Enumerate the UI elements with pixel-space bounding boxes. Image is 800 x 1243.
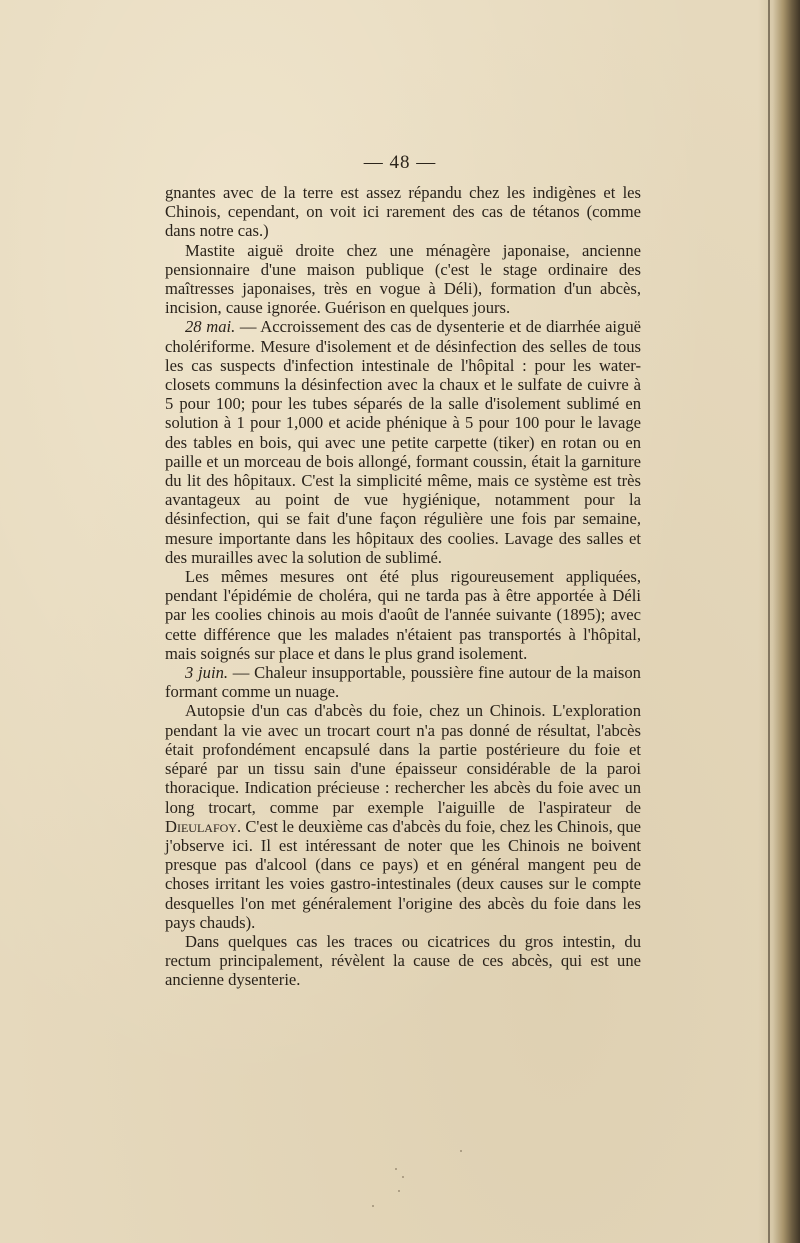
paragraph-6 xyxy=(165,701,641,931)
paragraph-7-text: Dans quelques cas les traces ou cicatrices du gros intestin, du rectum principalement, révèlent la cause de ces abcès, qui est une ancienne dysenterie. xyxy=(165,931,641,990)
paper-speck xyxy=(460,1150,462,1152)
paragraph-3-text: — Accroissement des cas de dysenterie et de diarrhée aiguë cholériforme. Mesure d'isolement et de désinfection des selles de tous les cas suspects d'infection intestinale de l'hôpital : pour les water-closets communs la désinfection avec la chaux et le sulfate de cuivre à 5 pour 100; pour les tubes séparés de la salle d'isolement sublimé en solution à 1 pour 1,000 et acide phénique à 5 pour 100 pour le lavage des tables en bois, qui avec une petite carpette (tiker) en rotan ou en paille et un morceau de bois allongé, formant coussin, était la garniture du lit des hôpitaux. C'est la simplicité même, mais ce système est très avantageux au point de vue hygiénique, notamment pour la désinfection, qui se fait d'une façon régulière une fois par semaine, mesure importante dans les hôpitaux des coolies. Lavage des salles et des murailles avec la solution de sublimé. xyxy=(165,317,642,567)
paper-speck xyxy=(395,1168,397,1170)
paragraph-2-text: Mastite aiguë droite chez une ménagère japonaise, ancienne pensionnaire d'une maison publique (c'est le stage ordinaire des maîtresses japonaises, très en vogue à Déli), formation d'un abcès, incision, cause ignorée. Guérison en quelques jours. xyxy=(165,240,641,318)
paragraph-6-text-after: . C'est le deuxième cas d'abcès du foie, chez les Chinois, que j'observe ici. Il est intéressant de noter que les Chinois ne boivent presque pas d'alcool (dans ce pays) et en général mangent peu de choses irritant les voies gastro-intestinales (deux causes sur le compte desquelles l'on met généralement l'origine des abcès du foie dans les pays chauds). xyxy=(165,816,641,932)
paragraph-5 xyxy=(165,663,641,701)
paragraph-1 xyxy=(165,183,641,241)
paper-speck xyxy=(398,1190,400,1192)
paragraph-5-text: — Chaleur insupportable, poussière fine autour de la maison formant comme un nuage. xyxy=(165,663,641,702)
paragraph-4 xyxy=(165,567,641,663)
paper-speck xyxy=(402,1176,404,1178)
paragraph-3 xyxy=(165,317,641,567)
page-number: — 48 — xyxy=(363,152,437,173)
paragraph-4-text: Les mêmes mesures ont été plus rigoureusement appliquées, pendant l'épidémie de choléra, qui ne tarda pas à être apportée à Déli par les coolies chinois au mois d'août de l'année suivante (1895); avec cette différence que les malades n'étaient pas transportés à l'hôpital, mais soignés sur place et dans le plus grand isolement. xyxy=(165,567,641,663)
paragraph-7 xyxy=(165,932,641,990)
author-name-dieulafoy: Dieulafoy xyxy=(165,816,237,836)
page-edge-line xyxy=(768,0,770,1243)
binding-edge xyxy=(758,0,800,1243)
body-text xyxy=(165,183,641,990)
entry-date-28-mai: 28 mai. xyxy=(185,317,236,337)
paragraph-2 xyxy=(165,241,641,318)
paragraph-1-text: gnantes avec de la terre est assez répandu chez les indigènes et les Chinois, cependant, on voit ici rarement des cas de tétanos (comme dans notre cas.) xyxy=(165,183,641,241)
entry-date-3-juin: 3 juin. xyxy=(185,663,229,683)
paragraph-6-text-before: Autopsie d'un cas d'abcès du foie, chez un Chinois. L'exploration pendant la vie avec un trocart court n'a pas donné de résultat, l'abcès était profondément encapsulé dans la partie postérieure du foie et séparé par un tissu sain d'une épaisseur considérable de la paroi thoracique. Indication précieuse : rechercher les abcès du foie avec un long trocart, comme par exemple l'aiguille de l'aspirateur de xyxy=(165,701,641,817)
paper-speck xyxy=(372,1205,374,1207)
